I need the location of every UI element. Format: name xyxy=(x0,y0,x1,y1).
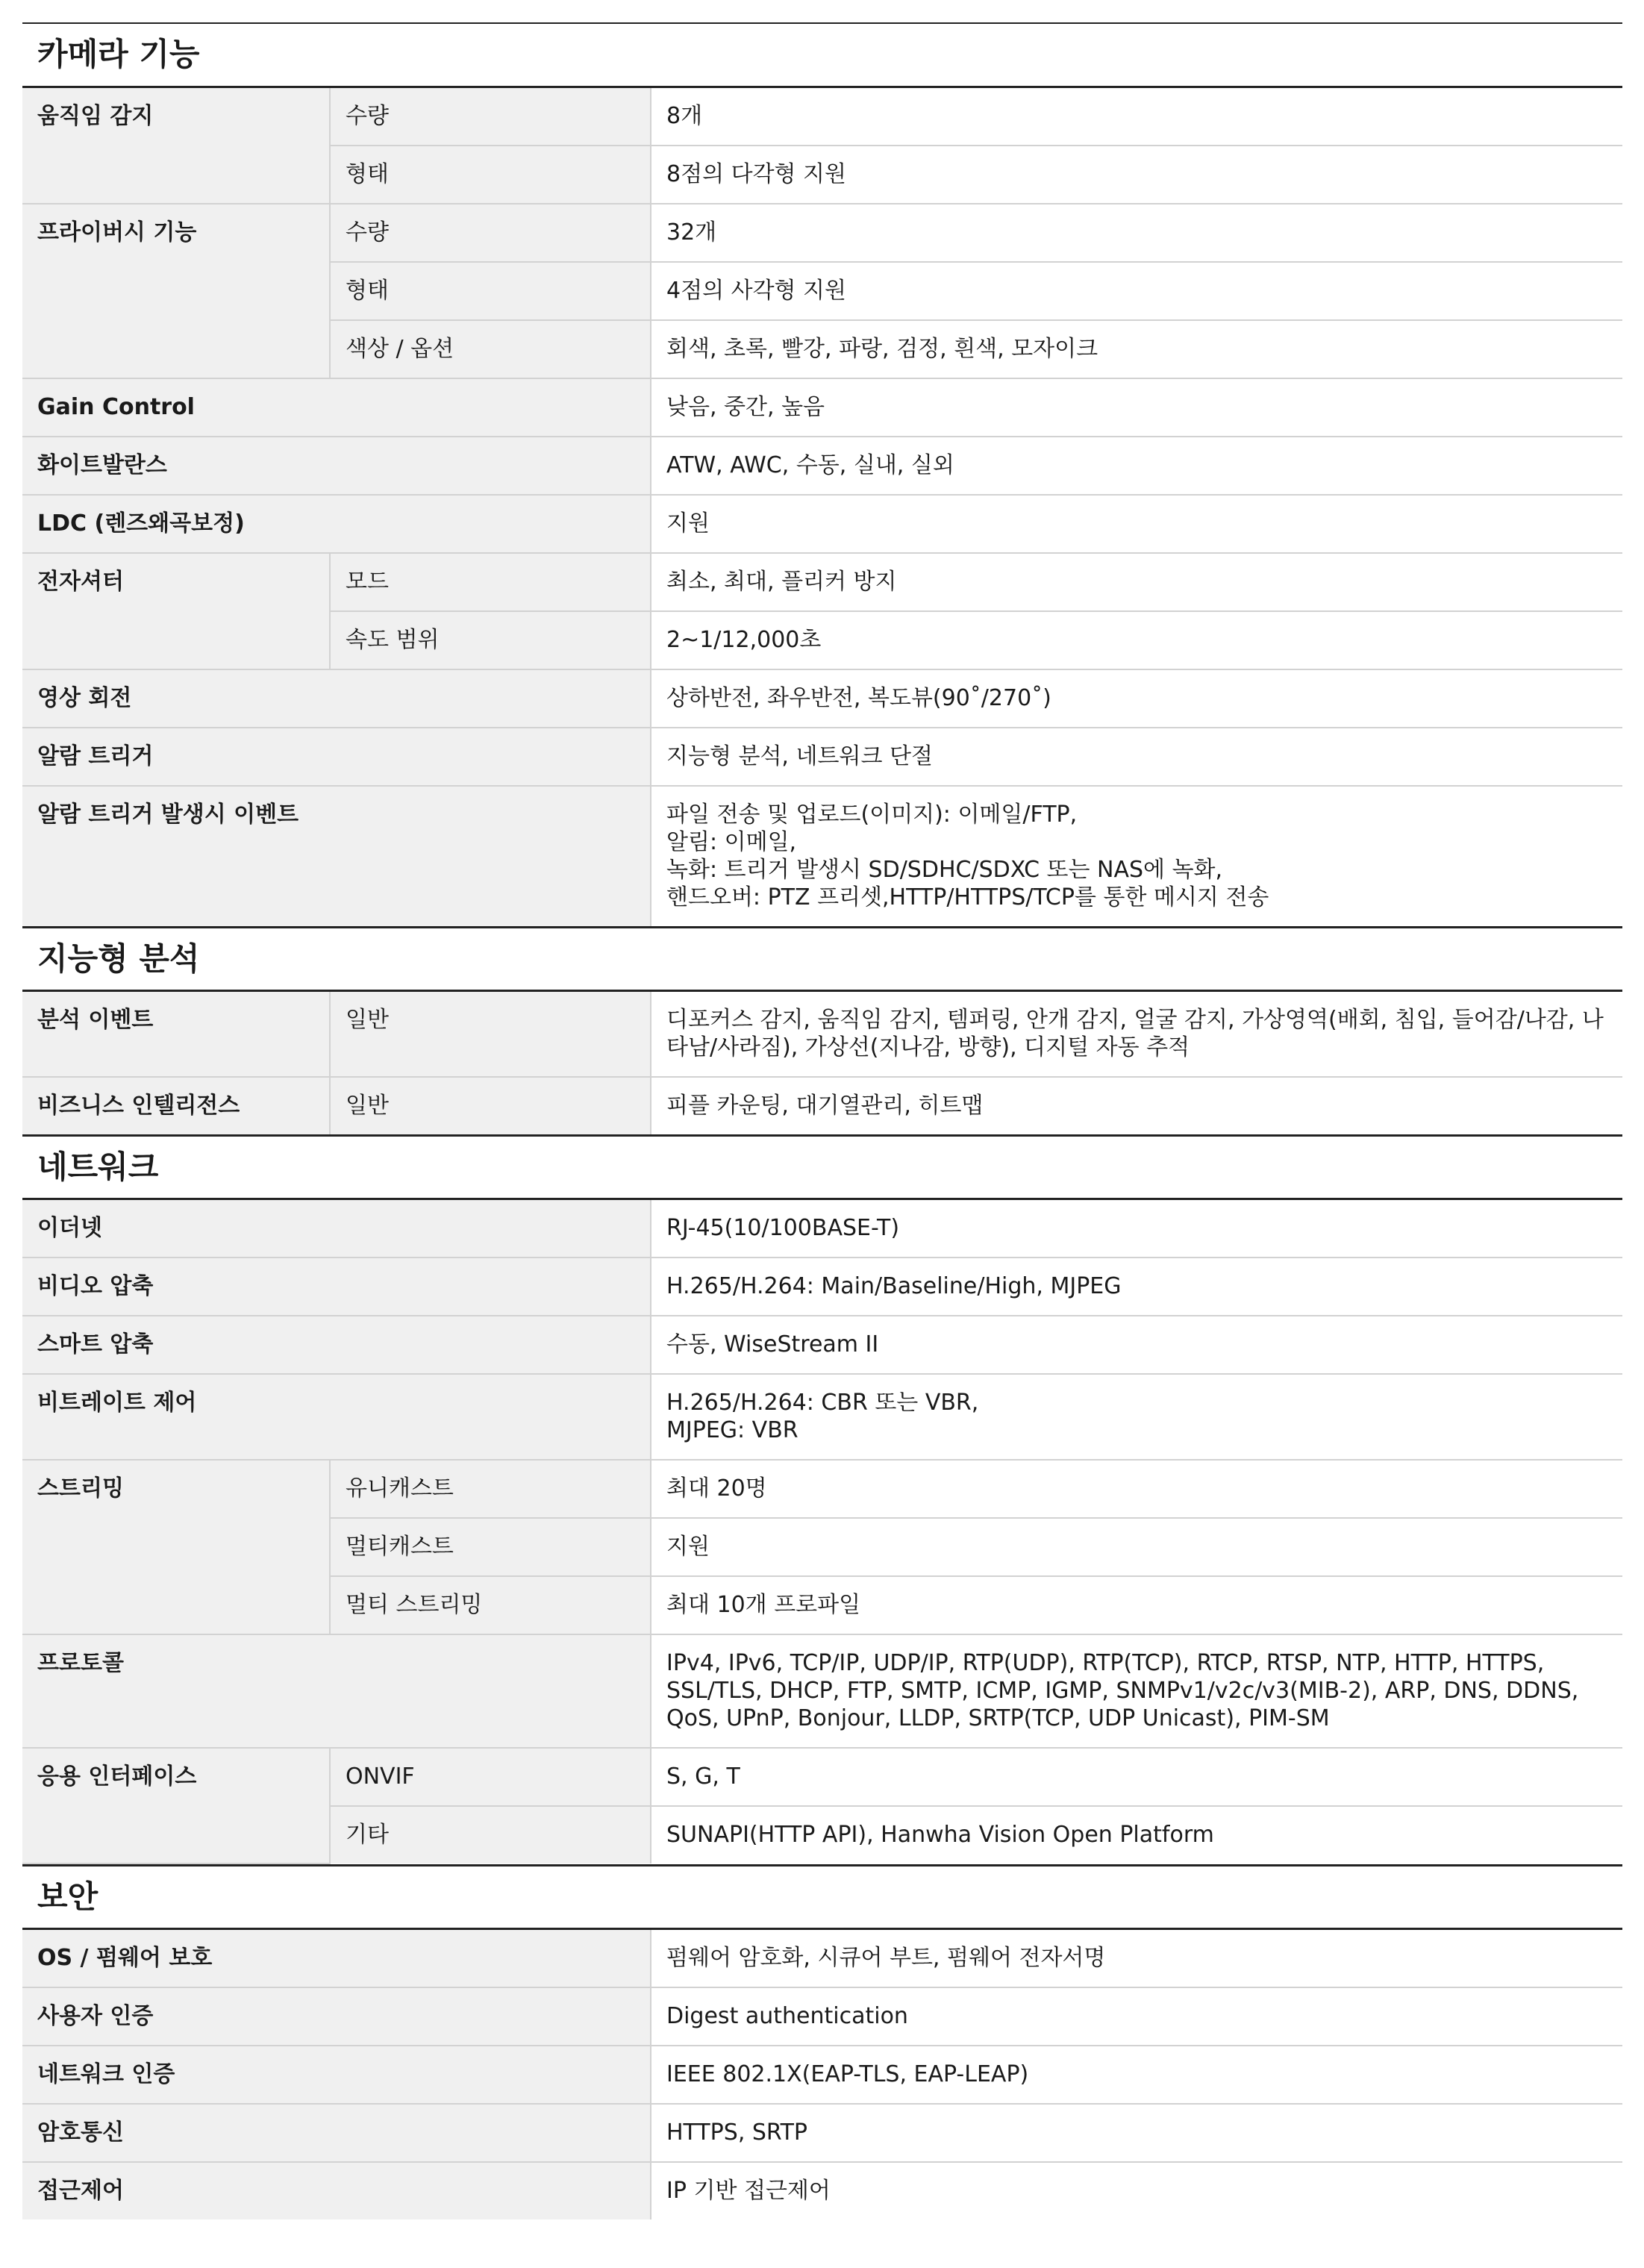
table-row xyxy=(22,992,1622,1077)
spec-label: 전자셔터 xyxy=(22,553,330,669)
spec-value: 지원 xyxy=(651,495,1622,553)
spec-label: LDC (렌즈왜곡보정) xyxy=(22,495,651,553)
spec-sub-label: 형태 xyxy=(330,262,651,320)
table-row xyxy=(22,2104,1622,2162)
table-row xyxy=(22,786,1622,926)
spec-value: 회색, 초록, 빨강, 파랑, 검정, 흰색, 모자이크 xyxy=(651,320,1622,378)
spec-value: 8점의 다각형 지원 xyxy=(651,146,1622,204)
spec-label: 사용자 인증 xyxy=(22,1987,651,2046)
spec-value: IEEE 802.1X(EAP-TLS, EAP-LEAP) xyxy=(651,2046,1622,2104)
spec-sub-label: 일반 xyxy=(330,992,651,1077)
spec-value: 4점의 사각형 지원 xyxy=(651,262,1622,320)
spec-label: 움직임 감지 xyxy=(22,88,330,204)
spec-table xyxy=(22,88,1622,926)
spec-value: 펌웨어 암호화, 시큐어 부트, 펌웨어 전자서명 xyxy=(651,1930,1622,1987)
table-row xyxy=(22,437,1622,495)
spec-value: 최소, 최대, 플리커 방지 xyxy=(651,553,1622,611)
spec-sub-label: 유니캐스트 xyxy=(330,1460,651,1518)
spec-sub-label: 일반 xyxy=(330,1077,651,1134)
spec-label: 접근제어 xyxy=(22,2162,651,2219)
table-row xyxy=(22,1200,1622,1258)
spec-value: 디포커스 감지, 움직임 감지, 템퍼링, 안개 감지, 얼굴 감지, 가상영역(배회, 침입, 들어감/나감, 나타남/사라짐), 가상선(지나감, 방향), 디지털 자동 추적 xyxy=(651,992,1622,1077)
spec-table xyxy=(22,992,1622,1134)
table-row xyxy=(22,88,1622,146)
spec-value: 상하반전, 좌우반전, 복도뷰(90˚/270˚) xyxy=(651,669,1622,728)
table-row xyxy=(22,1987,1622,2046)
spec-sub-label: 속도 범위 xyxy=(330,611,651,669)
spec-value: 파일 전송 및 업로드(이미지): 이메일/FTP, 알림: 이메일, 녹화: 트리거 발생시 SD/SDHC/SDXC 또는 NAS에 녹화, 핸드오버: PTZ 프리셋,HTTP/HTTPS/TCP를 통한 메시지 전송 xyxy=(651,786,1622,926)
spec-value: H.265/H.264: CBR 또는 VBR, MJPEG: VBR xyxy=(651,1374,1622,1460)
spec-value: 32개 xyxy=(651,204,1622,262)
spec-value: ATW, AWC, 수동, 실내, 실외 xyxy=(651,437,1622,495)
table-row xyxy=(22,1374,1622,1460)
section-title: 네트워크 xyxy=(22,1134,1622,1200)
spec-label: Gain Control xyxy=(22,378,651,437)
spec-label: 영상 회전 xyxy=(22,669,651,728)
spec-label: OS / 펌웨어 보호 xyxy=(22,1930,651,1987)
table-row xyxy=(22,1930,1622,1987)
spec-sub-label: ONVIF xyxy=(330,1748,651,1806)
spec-label: 프라이버시 기능 xyxy=(22,204,330,378)
table-row xyxy=(22,1634,1622,1748)
table-row xyxy=(22,1258,1622,1316)
table-row xyxy=(22,1460,1622,1518)
spec-sub-label: 기타 xyxy=(330,1806,651,1864)
spec-value: 최대 20명 xyxy=(651,1460,1622,1518)
spec-sub-label: 멀티캐스트 xyxy=(330,1518,651,1576)
spec-label: 알람 트리거 발생시 이벤트 xyxy=(22,786,651,926)
spec-label: 이더넷 xyxy=(22,1200,651,1258)
section-title: 카메라 기능 xyxy=(22,22,1622,88)
spec-label: 비즈니스 인텔리전스 xyxy=(22,1077,330,1134)
spec-label: 네트워크 인증 xyxy=(22,2046,651,2104)
spec-sub-label: 형태 xyxy=(330,146,651,204)
spec-label: 스마트 압축 xyxy=(22,1316,651,1374)
spec-value: IPv4, IPv6, TCP/IP, UDP/IP, RTP(UDP), RTP(TCP), RTCP, RTSP, NTP, HTTP, HTTPS, SSL/TLS, DHCP, FTP, SMTP, ICMP, IGMP, SNMPv1/v2c/v3(MIB-2), ARP, DNS, DDNS, QoS, UPnP, Bonjour, LLDP, SRTP(TCP, UDP Unicast), PIM-SM xyxy=(651,1634,1622,1748)
spec-value: IP 기반 접근제어 xyxy=(651,2162,1622,2219)
spec-value: 낮음, 중간, 높음 xyxy=(651,378,1622,437)
spec-value: 수동, WiseStream II xyxy=(651,1316,1622,1374)
table-row xyxy=(22,1748,1622,1806)
table-row xyxy=(22,204,1622,262)
spec-label: 프로토콜 xyxy=(22,1634,651,1748)
spec-value: Digest authentication xyxy=(651,1987,1622,2046)
spec-value: S, G, T xyxy=(651,1748,1622,1806)
spec-value: 지원 xyxy=(651,1518,1622,1576)
table-row xyxy=(22,669,1622,728)
spec-value: 피플 카운팅, 대기열관리, 히트맵 xyxy=(651,1077,1622,1134)
table-row xyxy=(22,1077,1622,1134)
table-row xyxy=(22,378,1622,437)
spec-value: HTTPS, SRTP xyxy=(651,2104,1622,2162)
table-row xyxy=(22,553,1622,611)
spec-value: RJ-45(10/100BASE-T) xyxy=(651,1200,1622,1258)
table-row xyxy=(22,2046,1622,2104)
spec-label: 비디오 압축 xyxy=(22,1258,651,1316)
spec-table xyxy=(22,1930,1622,2219)
spec-sub-label: 멀티 스트리밍 xyxy=(330,1576,651,1634)
spec-value: SUNAPI(HTTP API), Hanwha Vision Open Platform xyxy=(651,1806,1622,1864)
table-row xyxy=(22,1316,1622,1374)
spec-value: H.265/H.264: Main/Baseline/High, MJPEG xyxy=(651,1258,1622,1316)
spec-label: 암호통신 xyxy=(22,2104,651,2162)
spec-label: 화이트발란스 xyxy=(22,437,651,495)
spec-label: 알람 트리거 xyxy=(22,728,651,786)
spec-sub-label: 모드 xyxy=(330,553,651,611)
spec-value: 지능형 분석, 네트워크 단절 xyxy=(651,728,1622,786)
table-row xyxy=(22,2162,1622,2219)
spec-sub-label: 색상 / 옵션 xyxy=(330,320,651,378)
spec-label: 스트리밍 xyxy=(22,1460,330,1634)
spec-table xyxy=(22,1200,1622,1864)
table-row xyxy=(22,495,1622,553)
table-row xyxy=(22,728,1622,786)
spec-value: 2~1/12,000초 xyxy=(651,611,1622,669)
spec-sheet xyxy=(22,22,1622,2219)
spec-label: 비트레이트 제어 xyxy=(22,1374,651,1460)
spec-label: 분석 이벤트 xyxy=(22,992,330,1077)
section-title: 지능형 분석 xyxy=(22,926,1622,992)
spec-sub-label: 수량 xyxy=(330,204,651,262)
spec-value: 최대 10개 프로파일 xyxy=(651,1576,1622,1634)
section-title: 보안 xyxy=(22,1864,1622,1930)
spec-sub-label: 수량 xyxy=(330,88,651,146)
spec-label: 응용 인터페이스 xyxy=(22,1748,330,1864)
spec-value: 8개 xyxy=(651,88,1622,146)
